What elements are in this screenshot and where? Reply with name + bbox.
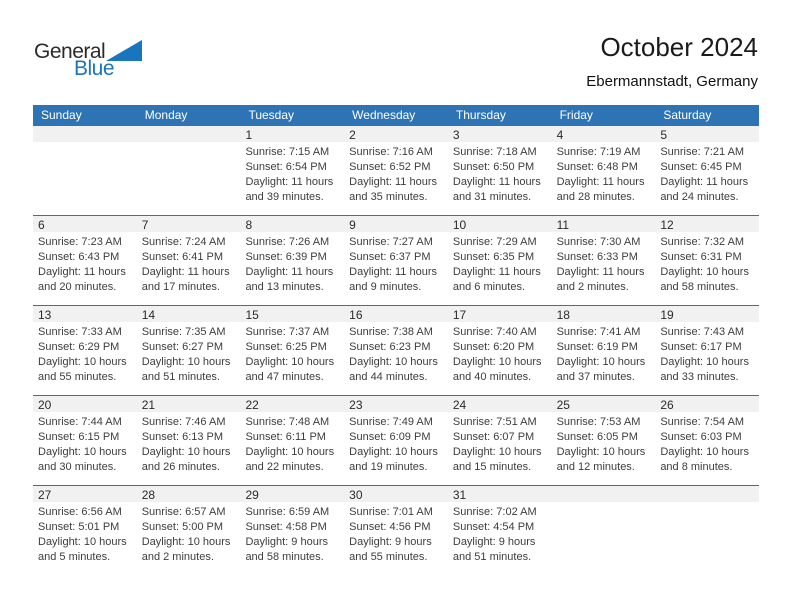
sunset-text: Sunset: 4:56 PM [349, 521, 431, 533]
day-number: 9 [344, 216, 448, 232]
sun-info [33, 142, 137, 145]
day-cell-10 [448, 216, 552, 305]
daylight-text: Daylight: 10 hours [245, 446, 335, 458]
weekday-header-thursday: Thursday [455, 108, 506, 122]
sunset-text: Sunset: 6:37 PM [349, 251, 431, 263]
day-cell-1 [240, 126, 344, 215]
weeks-container [33, 126, 759, 581]
sun-info [448, 232, 552, 295]
day-number [655, 486, 759, 502]
sunset-text: Sunset: 5:01 PM [38, 521, 120, 533]
day-cell-12 [655, 216, 759, 305]
day-number: 6 [33, 216, 137, 232]
daylight-continued-text: and 17 minutes. [141, 281, 220, 293]
day-cell-21 [137, 396, 241, 485]
daylight-continued-text: and 19 minutes. [349, 461, 428, 473]
sun-info [448, 412, 552, 475]
daylight-text: Daylight: 9 hours [245, 536, 328, 548]
sunrise-text: Sunrise: 6:59 AM [245, 506, 330, 518]
sun-info [344, 412, 448, 475]
sunrise-text: Sunrise: 7:21 AM [660, 146, 745, 158]
sunrise-text: Sunrise: 7:53 AM [556, 416, 641, 428]
sunset-text: Sunset: 6:27 PM [141, 341, 224, 353]
daylight-continued-text: and 35 minutes. [349, 191, 428, 203]
general-blue-logo [34, 38, 143, 79]
daylight-continued-text: and 58 minutes. [245, 551, 324, 563]
daylight-continued-text: and 6 minutes. [452, 281, 526, 293]
day-cell-23 [344, 396, 448, 485]
sunrise-text: Sunrise: 7:32 AM [660, 236, 745, 248]
sunrise-text: Sunrise: 7:15 AM [245, 146, 330, 158]
daylight-continued-text: and 33 minutes. [660, 371, 739, 383]
sunset-text: Sunset: 6:45 PM [660, 161, 742, 173]
sun-info [448, 502, 552, 565]
sunset-text: Sunset: 6:19 PM [556, 341, 638, 353]
sun-info [33, 502, 137, 565]
day-number [33, 126, 137, 142]
sunrise-text: Sunrise: 6:56 AM [38, 506, 122, 518]
day-number: 29 [240, 486, 344, 502]
sunset-text: Sunset: 6:11 PM [245, 431, 326, 443]
sun-info [240, 142, 344, 205]
daylight-continued-text: and 31 minutes. [452, 191, 532, 203]
day-cell-22 [240, 396, 344, 485]
day-cell-30 [344, 486, 448, 581]
day-cell-19 [655, 306, 759, 395]
sunrise-text: Sunrise: 7:27 AM [349, 236, 433, 248]
day-number [552, 486, 656, 502]
daylight-text: Daylight: 11 hours [349, 176, 438, 188]
daylight-text: Daylight: 9 hours [452, 536, 536, 548]
day-number: 14 [137, 306, 241, 322]
daylight-continued-text: and 15 minutes. [452, 461, 532, 473]
sunrise-text: Sunrise: 7:41 AM [556, 326, 641, 338]
daylight-continued-text: and 2 minutes. [141, 551, 214, 563]
sunset-text: Sunset: 6:33 PM [556, 251, 638, 263]
day-cell-11 [552, 216, 656, 305]
day-cell-5 [655, 126, 759, 215]
day-cell-24 [448, 396, 552, 485]
sunset-text: Sunset: 6:39 PM [245, 251, 327, 263]
day-number: 4 [552, 126, 656, 142]
daylight-continued-text: and 22 minutes. [245, 461, 324, 473]
day-cell-15 [240, 306, 344, 395]
day-number: 27 [33, 486, 137, 502]
daylight-continued-text: and 55 minutes. [38, 371, 117, 383]
logo-text-blue: Blue [74, 57, 115, 80]
daylight-text: Daylight: 10 hours [38, 536, 127, 548]
daylight-text: Daylight: 9 hours [349, 536, 432, 548]
sunset-text: Sunset: 6:50 PM [452, 161, 535, 173]
daylight-text: Daylight: 10 hours [141, 356, 231, 368]
daylight-text: Daylight: 11 hours [556, 176, 645, 188]
day-cell-7 [137, 216, 241, 305]
daylight-text: Daylight: 10 hours [660, 266, 749, 278]
week-row [33, 215, 759, 305]
day-cell-27 [33, 486, 137, 581]
sunset-text: Sunset: 4:58 PM [245, 521, 327, 533]
sun-info [137, 502, 241, 565]
day-cell-14 [137, 306, 241, 395]
sun-info [552, 502, 656, 505]
daylight-text: Daylight: 11 hours [556, 266, 645, 278]
sunrise-text: Sunrise: 7:26 AM [245, 236, 330, 248]
sun-info [655, 412, 759, 475]
daylight-text: Daylight: 11 hours [452, 176, 541, 188]
sun-info [33, 232, 137, 295]
day-number: 16 [344, 306, 448, 322]
day-cell-3 [448, 126, 552, 215]
day-number: 24 [448, 396, 552, 412]
calendar-grid [33, 105, 759, 581]
sunset-text: Sunset: 5:00 PM [141, 521, 224, 533]
daylight-text: Daylight: 11 hours [452, 266, 541, 278]
sun-info [344, 232, 448, 295]
weekday-header-wednesday: Wednesday [352, 108, 416, 122]
daylight-text: Daylight: 10 hours [660, 446, 749, 458]
sunset-text: Sunset: 6:17 PM [660, 341, 742, 353]
location-subtitle: Ebermannstadt, Germany [586, 73, 758, 90]
sunset-text: Sunset: 6:48 PM [556, 161, 638, 173]
daylight-continued-text: and 13 minutes. [245, 281, 324, 293]
sunset-text: Sunset: 6:35 PM [452, 251, 535, 263]
sun-info [552, 412, 656, 475]
sun-info [240, 322, 344, 385]
sun-info [33, 322, 137, 385]
sun-info [552, 322, 656, 385]
daylight-text: Daylight: 11 hours [245, 176, 334, 188]
daylight-continued-text: and 28 minutes. [556, 191, 635, 203]
sunrise-text: Sunrise: 7:02 AM [452, 506, 537, 518]
day-cell-8 [240, 216, 344, 305]
day-number: 15 [240, 306, 344, 322]
daylight-continued-text: and 5 minutes. [38, 551, 111, 563]
sunrise-text: Sunrise: 7:43 AM [660, 326, 745, 338]
sun-info [448, 322, 552, 385]
daylight-continued-text: and 2 minutes. [556, 281, 629, 293]
sun-info [552, 142, 656, 205]
month-title: October 2024 [600, 32, 758, 62]
day-number: 10 [448, 216, 552, 232]
day-number: 12 [655, 216, 759, 232]
daylight-text: Daylight: 10 hours [38, 356, 127, 368]
sunset-text: Sunset: 6:41 PM [141, 251, 224, 263]
day-cell-empty [137, 126, 241, 215]
week-row [33, 395, 759, 485]
sunrise-text: Sunrise: 7:23 AM [38, 236, 122, 248]
sunset-text: Sunset: 6:43 PM [38, 251, 120, 263]
sun-info [552, 232, 656, 295]
sunrise-text: Sunrise: 7:38 AM [349, 326, 433, 338]
day-number: 28 [137, 486, 241, 502]
sunset-text: Sunset: 6:31 PM [660, 251, 742, 263]
day-cell-6 [33, 216, 137, 305]
day-cell-29 [240, 486, 344, 581]
day-cell-20 [33, 396, 137, 485]
sunrise-text: Sunrise: 6:57 AM [141, 506, 226, 518]
day-number: 3 [448, 126, 552, 142]
daylight-text: Daylight: 11 hours [349, 266, 438, 278]
sun-info [655, 142, 759, 205]
sunrise-text: Sunrise: 7:51 AM [452, 416, 537, 428]
sunrise-text: Sunrise: 7:18 AM [452, 146, 537, 158]
day-cell-28 [137, 486, 241, 581]
sunrise-text: Sunrise: 7:35 AM [141, 326, 226, 338]
sunrise-text: Sunrise: 7:01 AM [349, 506, 433, 518]
logo-text-general: General [34, 40, 106, 63]
sun-info [240, 502, 344, 565]
day-cell-empty [33, 126, 137, 215]
sun-info [655, 502, 759, 505]
sunrise-text: Sunrise: 7:44 AM [38, 416, 122, 428]
daylight-text: Daylight: 10 hours [660, 356, 749, 368]
sun-info [137, 232, 241, 295]
sun-info [344, 502, 448, 565]
day-number: 22 [240, 396, 344, 412]
day-number: 18 [552, 306, 656, 322]
day-number: 25 [552, 396, 656, 412]
daylight-text: Daylight: 11 hours [245, 266, 334, 278]
day-number: 26 [655, 396, 759, 412]
sunrise-text: Sunrise: 7:40 AM [452, 326, 537, 338]
sunset-text: Sunset: 6:05 PM [556, 431, 638, 443]
day-number: 5 [655, 126, 759, 142]
daylight-text: Daylight: 10 hours [349, 446, 438, 458]
sunrise-text: Sunrise: 7:29 AM [452, 236, 537, 248]
daylight-continued-text: and 9 minutes. [349, 281, 422, 293]
day-number: 23 [344, 396, 448, 412]
day-number: 2 [344, 126, 448, 142]
daylight-text: Daylight: 10 hours [38, 446, 127, 458]
daylight-text: Daylight: 11 hours [38, 266, 126, 278]
daylight-continued-text: and 30 minutes. [38, 461, 117, 473]
weekday-header-monday: Monday [144, 108, 188, 122]
daylight-continued-text: and 51 minutes. [452, 551, 532, 563]
sunset-text: Sunset: 6:09 PM [349, 431, 431, 443]
day-number: 7 [137, 216, 241, 232]
day-number: 11 [552, 216, 656, 232]
daylight-text: Daylight: 10 hours [452, 446, 542, 458]
week-row [33, 305, 759, 395]
daylight-text: Daylight: 11 hours [141, 266, 230, 278]
sunrise-text: Sunrise: 7:46 AM [141, 416, 226, 428]
sunrise-text: Sunrise: 7:24 AM [141, 236, 226, 248]
day-cell-9 [344, 216, 448, 305]
day-number: 8 [240, 216, 344, 232]
weekday-header-tuesday: Tuesday [248, 108, 295, 122]
day-cell-17 [448, 306, 552, 395]
sunset-text: Sunset: 6:23 PM [349, 341, 431, 353]
sunset-text: Sunset: 6:13 PM [141, 431, 224, 443]
weekday-header-friday: Friday [559, 108, 593, 122]
weekday-header-sunday: Sunday [41, 108, 82, 122]
daylight-continued-text: and 39 minutes. [245, 191, 324, 203]
sunrise-text: Sunrise: 7:16 AM [349, 146, 433, 158]
sunrise-text: Sunrise: 7:54 AM [660, 416, 745, 428]
daylight-text: Daylight: 10 hours [245, 356, 335, 368]
sun-info [448, 142, 552, 205]
title-block [586, 32, 758, 90]
day-cell-empty [552, 486, 656, 581]
daylight-text: Daylight: 10 hours [556, 356, 646, 368]
day-number: 19 [655, 306, 759, 322]
day-number: 13 [33, 306, 137, 322]
sun-info [344, 322, 448, 385]
weekday-header-saturday: Saturday [663, 108, 712, 122]
day-number: 17 [448, 306, 552, 322]
sun-info [655, 322, 759, 385]
day-number: 1 [240, 126, 344, 142]
sun-info [137, 142, 241, 145]
day-cell-4 [552, 126, 656, 215]
daylight-continued-text: and 20 minutes. [38, 281, 117, 293]
sunset-text: Sunset: 6:07 PM [452, 431, 535, 443]
day-cell-empty [655, 486, 759, 581]
sun-info [137, 412, 241, 475]
weekday-header-row [33, 105, 759, 126]
daylight-text: Daylight: 11 hours [660, 176, 749, 188]
sunset-text: Sunset: 4:54 PM [452, 521, 535, 533]
daylight-text: Daylight: 10 hours [141, 536, 231, 548]
sunset-text: Sunset: 6:15 PM [38, 431, 120, 443]
sunrise-text: Sunrise: 7:48 AM [245, 416, 330, 428]
daylight-continued-text: and 8 minutes. [660, 461, 733, 473]
sun-info [240, 232, 344, 295]
daylight-continued-text: and 26 minutes. [141, 461, 220, 473]
day-number: 21 [137, 396, 241, 412]
day-number: 20 [33, 396, 137, 412]
daylight-continued-text: and 37 minutes. [556, 371, 635, 383]
sunrise-text: Sunrise: 7:37 AM [245, 326, 330, 338]
day-cell-16 [344, 306, 448, 395]
daylight-continued-text: and 12 minutes. [556, 461, 635, 473]
week-row [33, 126, 759, 215]
day-cell-13 [33, 306, 137, 395]
daylight-continued-text: and 58 minutes. [660, 281, 739, 293]
day-cell-26 [655, 396, 759, 485]
sun-info [137, 322, 241, 385]
sunrise-text: Sunrise: 7:19 AM [556, 146, 641, 158]
daylight-continued-text: and 24 minutes. [660, 191, 739, 203]
sunset-text: Sunset: 6:25 PM [245, 341, 327, 353]
day-cell-31 [448, 486, 552, 581]
sun-info [655, 232, 759, 295]
sunrise-text: Sunrise: 7:33 AM [38, 326, 122, 338]
day-cell-2 [344, 126, 448, 215]
sunset-text: Sunset: 6:29 PM [38, 341, 120, 353]
week-row [33, 485, 759, 581]
day-cell-18 [552, 306, 656, 395]
daylight-text: Daylight: 10 hours [556, 446, 646, 458]
daylight-text: Daylight: 10 hours [349, 356, 438, 368]
daylight-continued-text: and 55 minutes. [349, 551, 428, 563]
sun-info [344, 142, 448, 205]
daylight-continued-text: and 44 minutes. [349, 371, 428, 383]
sunrise-text: Sunrise: 7:30 AM [556, 236, 641, 248]
daylight-continued-text: and 51 minutes. [141, 371, 220, 383]
daylight-text: Daylight: 10 hours [141, 446, 231, 458]
day-number [137, 126, 241, 142]
day-number: 30 [344, 486, 448, 502]
sunset-text: Sunset: 6:03 PM [660, 431, 742, 443]
sunset-text: Sunset: 6:54 PM [245, 161, 327, 173]
daylight-text: Daylight: 10 hours [452, 356, 542, 368]
sunset-text: Sunset: 6:52 PM [349, 161, 431, 173]
sunrise-text: Sunrise: 7:49 AM [349, 416, 433, 428]
daylight-continued-text: and 47 minutes. [245, 371, 324, 383]
day-number: 31 [448, 486, 552, 502]
sun-info [33, 412, 137, 475]
sun-info [240, 412, 344, 475]
daylight-continued-text: and 40 minutes. [452, 371, 532, 383]
sunset-text: Sunset: 6:20 PM [452, 341, 535, 353]
day-cell-25 [552, 396, 656, 485]
